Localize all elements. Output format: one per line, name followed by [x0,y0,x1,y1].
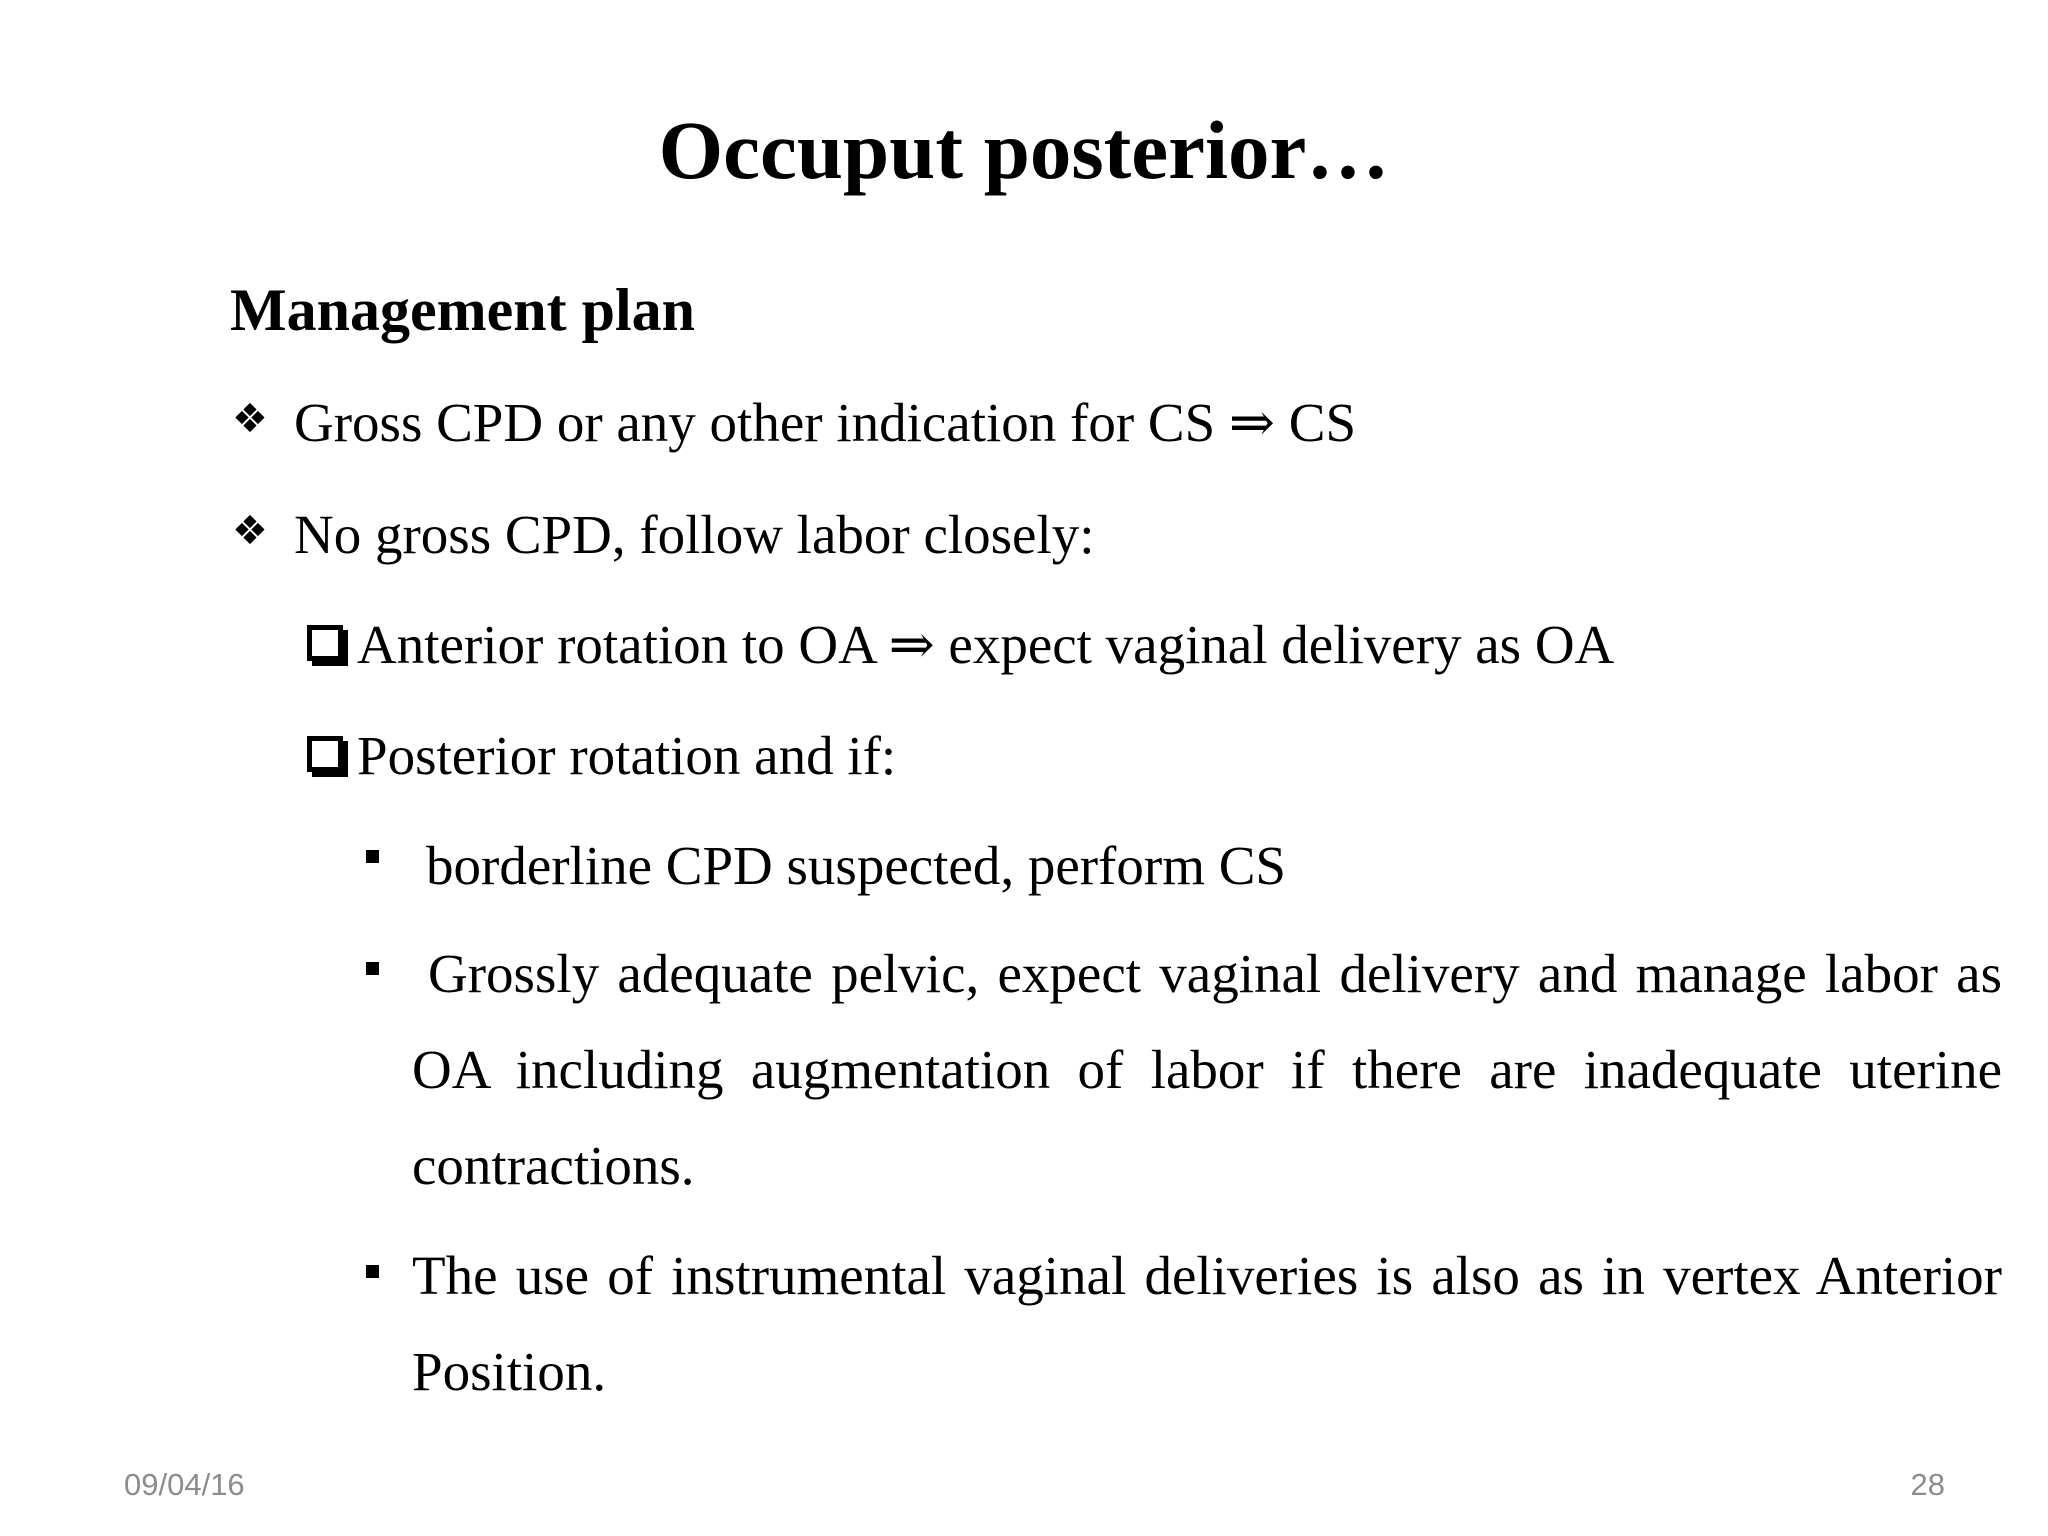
list-item-level3: The use of instrumental vaginal deliveries is also as in vertex Anterior Position. [412,1245,2002,1402]
list-item-text: Anterior rotation to OA ⇒ expect vaginal delivery as OA [357,614,1615,675]
list-item-text: Gross CPD or any other indication for CS ⇒ CS [294,392,1357,453]
square-bullet-icon [366,850,379,863]
footer-page-number: 28 [1910,1467,1945,1502]
list-item-level1 [232,383,1356,463]
diamond-bullet-icon: ❖ [232,508,268,554]
section-heading: Management plan [230,277,695,343]
list-item-level2 [307,716,896,796]
footer-date: 09/04/16 [124,1467,245,1502]
diamond-bullet-icon: ❖ [232,396,268,442]
square-bullet-icon [366,962,379,975]
list-item-level3: Grossly adequate pelvic, expect vaginal delivery and manage labor as OA including augmentation of labor if there are inadequate uterine contractions. [412,943,2002,1196]
list-item-level1 [232,495,1095,575]
checkbox-bullet-icon [307,736,343,772]
checkbox-bullet-icon [307,625,343,661]
slide-title: Occuput posterior… [658,104,1390,196]
list-item-text: Posterior rotation and if: [357,725,897,786]
list-item-level2 [307,605,1614,685]
square-bullet-icon [366,1265,379,1278]
list-item-text: No gross CPD, follow labor closely: [294,504,1095,565]
list-item-level3: borderline CPD suspected, perform CS [426,835,1286,896]
